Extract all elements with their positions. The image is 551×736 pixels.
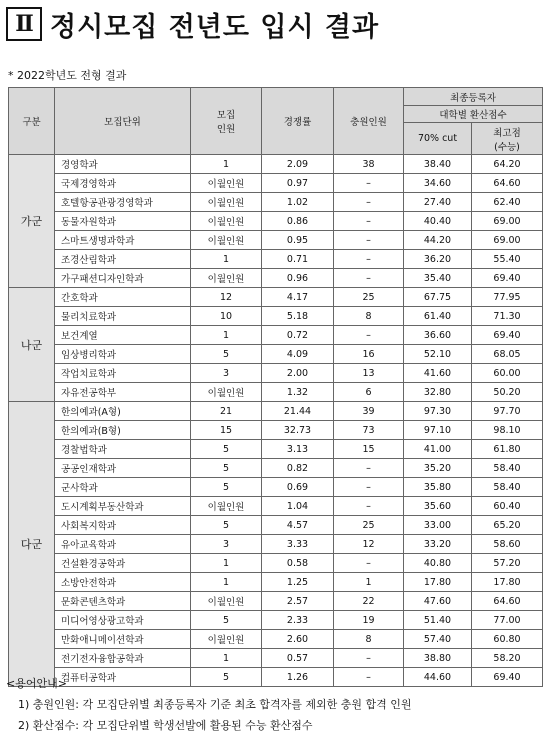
cell-quota: 5 bbox=[191, 611, 262, 630]
cell-cut: 97.30 bbox=[404, 402, 472, 421]
cell-max: 60.00 bbox=[472, 364, 543, 383]
cell-ratio: 0.57 bbox=[262, 649, 334, 668]
cell-max: 17.80 bbox=[472, 573, 543, 592]
cell-max: 68.05 bbox=[472, 345, 543, 364]
cell-quota: 1 bbox=[191, 649, 262, 668]
cell-dept: 공공인재학과 bbox=[55, 459, 191, 478]
admission-results-table bbox=[8, 87, 543, 687]
cell-extra: 73 bbox=[334, 421, 404, 440]
glossary bbox=[6, 673, 412, 736]
section-title: 정시모집 전년도 입시 결과 bbox=[50, 11, 380, 43]
table-row bbox=[9, 402, 543, 421]
table-row bbox=[9, 345, 543, 364]
cell-cut: 97.10 bbox=[404, 421, 472, 440]
table-row bbox=[9, 364, 543, 383]
cell-extra: 39 bbox=[334, 402, 404, 421]
cell-quota: 12 bbox=[191, 288, 262, 307]
cell-max: 60.80 bbox=[472, 630, 543, 649]
table-row bbox=[9, 649, 543, 668]
cell-quota: 이월인원 bbox=[191, 193, 262, 212]
cell-dept: 간호학과 bbox=[55, 288, 191, 307]
cell-extra: – bbox=[334, 269, 404, 288]
cell-max: 64.60 bbox=[472, 592, 543, 611]
glossary-heading: <용어안내> bbox=[6, 677, 67, 690]
cell-quota: 3 bbox=[191, 535, 262, 554]
cell-extra: 25 bbox=[334, 288, 404, 307]
cell-dept: 작업치료학과 bbox=[55, 364, 191, 383]
cell-ratio: 0.97 bbox=[262, 174, 334, 193]
cell-max: 69.40 bbox=[472, 326, 543, 345]
cell-dept: 사회복지학과 bbox=[55, 516, 191, 535]
cell-extra: 8 bbox=[334, 630, 404, 649]
group-label: 나군 bbox=[9, 288, 55, 402]
cell-extra: 22 bbox=[334, 592, 404, 611]
header-final-sub: 대학별 환산점수 bbox=[404, 106, 543, 123]
cell-extra: – bbox=[334, 231, 404, 250]
cell-quota: 1 bbox=[191, 250, 262, 269]
cell-cut: 36.20 bbox=[404, 250, 472, 269]
cell-dept: 소방안전학과 bbox=[55, 573, 191, 592]
cell-ratio: 1.32 bbox=[262, 383, 334, 402]
table-row bbox=[9, 630, 543, 649]
cell-dept: 전기전자융합공학과 bbox=[55, 649, 191, 668]
cell-quota: 이월인원 bbox=[191, 592, 262, 611]
cell-max: 62.40 bbox=[472, 193, 543, 212]
cell-max: 60.40 bbox=[472, 497, 543, 516]
table-row bbox=[9, 554, 543, 573]
cell-cut: 33.20 bbox=[404, 535, 472, 554]
cell-dept: 조경산림학과 bbox=[55, 250, 191, 269]
cell-dept: 건설환경공학과 bbox=[55, 554, 191, 573]
cell-dept: 한의예과(A형) bbox=[55, 402, 191, 421]
cell-ratio: 0.86 bbox=[262, 212, 334, 231]
cell-max: 69.40 bbox=[472, 668, 543, 687]
cell-quota: 10 bbox=[191, 307, 262, 326]
cell-max: 61.80 bbox=[472, 440, 543, 459]
cell-ratio: 1.25 bbox=[262, 573, 334, 592]
cell-dept: 국제경영학과 bbox=[55, 174, 191, 193]
cell-dept: 한의예과(B형) bbox=[55, 421, 191, 440]
cell-cut: 41.60 bbox=[404, 364, 472, 383]
cell-dept: 경찰법학과 bbox=[55, 440, 191, 459]
cell-dept: 동물자원학과 bbox=[55, 212, 191, 231]
cell-ratio: 0.82 bbox=[262, 459, 334, 478]
cell-quota: 이월인원 bbox=[191, 497, 262, 516]
cell-dept: 호텔항공관광경영학과 bbox=[55, 193, 191, 212]
cell-dept: 가구패션디자인학과 bbox=[55, 269, 191, 288]
cell-cut: 35.40 bbox=[404, 269, 472, 288]
cell-max: 77.95 bbox=[472, 288, 543, 307]
cell-ratio: 32.73 bbox=[262, 421, 334, 440]
header-max-line2: (수능) bbox=[494, 141, 520, 153]
cell-extra: 19 bbox=[334, 611, 404, 630]
cell-ratio: 1.26 bbox=[262, 668, 334, 687]
cell-cut: 40.40 bbox=[404, 212, 472, 231]
cell-ratio: 1.04 bbox=[262, 497, 334, 516]
cell-cut: 17.80 bbox=[404, 573, 472, 592]
cell-extra: – bbox=[334, 459, 404, 478]
cell-extra: 12 bbox=[334, 535, 404, 554]
table-row bbox=[9, 592, 543, 611]
cell-cut: 38.40 bbox=[404, 155, 472, 174]
table-row bbox=[9, 611, 543, 630]
cell-ratio: 1.02 bbox=[262, 193, 334, 212]
cell-ratio: 3.13 bbox=[262, 440, 334, 459]
cell-max: 69.00 bbox=[472, 212, 543, 231]
cell-cut: 47.60 bbox=[404, 592, 472, 611]
cell-ratio: 0.95 bbox=[262, 231, 334, 250]
cell-quota: 5 bbox=[191, 516, 262, 535]
table-row bbox=[9, 326, 543, 345]
cell-cut: 35.20 bbox=[404, 459, 472, 478]
cell-max: 57.20 bbox=[472, 554, 543, 573]
cell-cut: 51.40 bbox=[404, 611, 472, 630]
cell-cut: 57.40 bbox=[404, 630, 472, 649]
table-row bbox=[9, 440, 543, 459]
glossary-item: 2) 환산점수: 각 모집단위별 학생선발에 활용된 수능 환산점수 bbox=[18, 719, 313, 732]
table-row bbox=[9, 269, 543, 288]
glossary-item: 1) 충원인원: 각 모집단위별 최종등록자 기준 최초 합격자를 제외한 충원 합격 인원 bbox=[18, 698, 412, 711]
table-row bbox=[9, 155, 543, 174]
cell-cut: 38.80 bbox=[404, 649, 472, 668]
cell-max: 58.40 bbox=[472, 459, 543, 478]
header-quota-line1: 모집 bbox=[216, 110, 236, 121]
cell-max: 77.00 bbox=[472, 611, 543, 630]
cell-max: 50.20 bbox=[472, 383, 543, 402]
table-row bbox=[9, 288, 543, 307]
cell-quota: 5 bbox=[191, 459, 262, 478]
cell-extra: – bbox=[334, 326, 404, 345]
cell-dept: 물리치료학과 bbox=[55, 307, 191, 326]
cell-cut: 34.60 bbox=[404, 174, 472, 193]
cell-dept: 보건계열 bbox=[55, 326, 191, 345]
header-extra: 충원인원 bbox=[334, 88, 404, 155]
cell-ratio: 4.57 bbox=[262, 516, 334, 535]
cell-ratio: 2.00 bbox=[262, 364, 334, 383]
header-quota bbox=[191, 88, 262, 155]
cell-dept: 군사학과 bbox=[55, 478, 191, 497]
table-row bbox=[9, 573, 543, 592]
table-row bbox=[9, 497, 543, 516]
cell-quota: 이월인원 bbox=[191, 383, 262, 402]
cell-quota: 21 bbox=[191, 402, 262, 421]
cell-quota: 1 bbox=[191, 326, 262, 345]
cell-max: 97.70 bbox=[472, 402, 543, 421]
table-row bbox=[9, 307, 543, 326]
cell-quota: 이월인원 bbox=[191, 269, 262, 288]
cell-ratio: 2.57 bbox=[262, 592, 334, 611]
cell-cut: 32.80 bbox=[404, 383, 472, 402]
cell-quota: 1 bbox=[191, 554, 262, 573]
cell-dept: 경영학과 bbox=[55, 155, 191, 174]
cell-max: 71.30 bbox=[472, 307, 543, 326]
cell-dept: 임상병리학과 bbox=[55, 345, 191, 364]
cell-dept: 유아교육학과 bbox=[55, 535, 191, 554]
cell-dept: 도시계획부동산학과 bbox=[55, 497, 191, 516]
cell-extra: – bbox=[334, 174, 404, 193]
header-dept: 모집단위 bbox=[55, 88, 191, 155]
table-row bbox=[9, 383, 543, 402]
cell-max: 98.10 bbox=[472, 421, 543, 440]
cell-max: 69.40 bbox=[472, 269, 543, 288]
cell-dept: 미디어영상광고학과 bbox=[55, 611, 191, 630]
table-row bbox=[9, 231, 543, 250]
table-row bbox=[9, 535, 543, 554]
cell-quota: 이월인원 bbox=[191, 174, 262, 193]
cell-extra: 25 bbox=[334, 516, 404, 535]
header-final: 최종등록자 bbox=[404, 88, 543, 106]
cell-ratio: 2.33 bbox=[262, 611, 334, 630]
cell-quota: 5 bbox=[191, 478, 262, 497]
header-quota-line2: 인원 bbox=[216, 124, 236, 135]
cell-extra: 13 bbox=[334, 364, 404, 383]
cell-extra: – bbox=[334, 668, 404, 687]
cell-extra: – bbox=[334, 554, 404, 573]
cell-extra: – bbox=[334, 497, 404, 516]
cell-cut: 52.10 bbox=[404, 345, 472, 364]
cell-cut: 67.75 bbox=[404, 288, 472, 307]
cell-ratio: 3.33 bbox=[262, 535, 334, 554]
cell-cut: 35.60 bbox=[404, 497, 472, 516]
table-row bbox=[9, 212, 543, 231]
header-max bbox=[472, 123, 543, 155]
header-max-line1: 최고점 bbox=[493, 127, 521, 139]
cell-quota: 5 bbox=[191, 668, 262, 687]
cell-quota: 15 bbox=[191, 421, 262, 440]
cell-max: 64.20 bbox=[472, 155, 543, 174]
table-caption: * 2022학년도 전형 결과 bbox=[8, 69, 127, 82]
cell-ratio: 4.09 bbox=[262, 345, 334, 364]
cell-ratio: 5.18 bbox=[262, 307, 334, 326]
header-group: 구분 bbox=[9, 88, 55, 155]
cell-extra: – bbox=[334, 649, 404, 668]
cell-max: 58.20 bbox=[472, 649, 543, 668]
cell-cut: 44.60 bbox=[404, 668, 472, 687]
cell-quota: 3 bbox=[191, 364, 262, 383]
table-row bbox=[9, 478, 543, 497]
cell-cut: 61.40 bbox=[404, 307, 472, 326]
cell-quota: 이월인원 bbox=[191, 212, 262, 231]
cell-ratio: 21.44 bbox=[262, 402, 334, 421]
table-row bbox=[9, 250, 543, 269]
table-row bbox=[9, 459, 543, 478]
cell-extra: 6 bbox=[334, 383, 404, 402]
cell-quota: 이월인원 bbox=[191, 231, 262, 250]
cell-cut: 41.00 bbox=[404, 440, 472, 459]
table-row bbox=[9, 174, 543, 193]
cell-extra: 15 bbox=[334, 440, 404, 459]
header-ratio: 경쟁률 bbox=[262, 88, 334, 155]
cell-extra: 16 bbox=[334, 345, 404, 364]
cell-dept: 스마트생명과학과 bbox=[55, 231, 191, 250]
cell-ratio: 0.72 bbox=[262, 326, 334, 345]
cell-cut: 40.80 bbox=[404, 554, 472, 573]
cell-max: 58.40 bbox=[472, 478, 543, 497]
cell-dept: 컴퓨터공학과 bbox=[55, 668, 191, 687]
cell-ratio: 0.58 bbox=[262, 554, 334, 573]
cell-extra: – bbox=[334, 193, 404, 212]
cell-quota: 이월인원 bbox=[191, 630, 262, 649]
group-label: 가군 bbox=[9, 155, 55, 288]
cell-extra: 1 bbox=[334, 573, 404, 592]
cell-max: 65.20 bbox=[472, 516, 543, 535]
cell-quota: 5 bbox=[191, 440, 262, 459]
cell-max: 69.00 bbox=[472, 231, 543, 250]
cell-extra: 38 bbox=[334, 155, 404, 174]
cell-dept: 문화콘텐츠학과 bbox=[55, 592, 191, 611]
cell-quota: 1 bbox=[191, 573, 262, 592]
header-cut: 70% cut bbox=[404, 123, 472, 155]
cell-quota: 1 bbox=[191, 155, 262, 174]
cell-max: 58.60 bbox=[472, 535, 543, 554]
cell-max: 64.60 bbox=[472, 174, 543, 193]
cell-ratio: 0.71 bbox=[262, 250, 334, 269]
cell-quota: 5 bbox=[191, 345, 262, 364]
cell-cut: 27.40 bbox=[404, 193, 472, 212]
cell-max: 55.40 bbox=[472, 250, 543, 269]
cell-ratio: 2.60 bbox=[262, 630, 334, 649]
table-row bbox=[9, 516, 543, 535]
section-number: Ⅱ bbox=[6, 7, 42, 41]
table-row bbox=[9, 421, 543, 440]
cell-cut: 35.80 bbox=[404, 478, 472, 497]
cell-ratio: 0.69 bbox=[262, 478, 334, 497]
cell-extra: – bbox=[334, 250, 404, 269]
cell-extra: 8 bbox=[334, 307, 404, 326]
cell-dept: 만화애니메이션학과 bbox=[55, 630, 191, 649]
cell-cut: 33.00 bbox=[404, 516, 472, 535]
cell-extra: – bbox=[334, 212, 404, 231]
table-body bbox=[9, 155, 543, 687]
group-label: 다군 bbox=[9, 402, 55, 687]
table-row bbox=[9, 193, 543, 212]
page-title bbox=[6, 6, 379, 42]
cell-ratio: 4.17 bbox=[262, 288, 334, 307]
cell-cut: 44.20 bbox=[404, 231, 472, 250]
cell-extra: – bbox=[334, 478, 404, 497]
cell-ratio: 2.09 bbox=[262, 155, 334, 174]
cell-dept: 자유전공학부 bbox=[55, 383, 191, 402]
cell-ratio: 0.96 bbox=[262, 269, 334, 288]
cell-cut: 36.60 bbox=[404, 326, 472, 345]
